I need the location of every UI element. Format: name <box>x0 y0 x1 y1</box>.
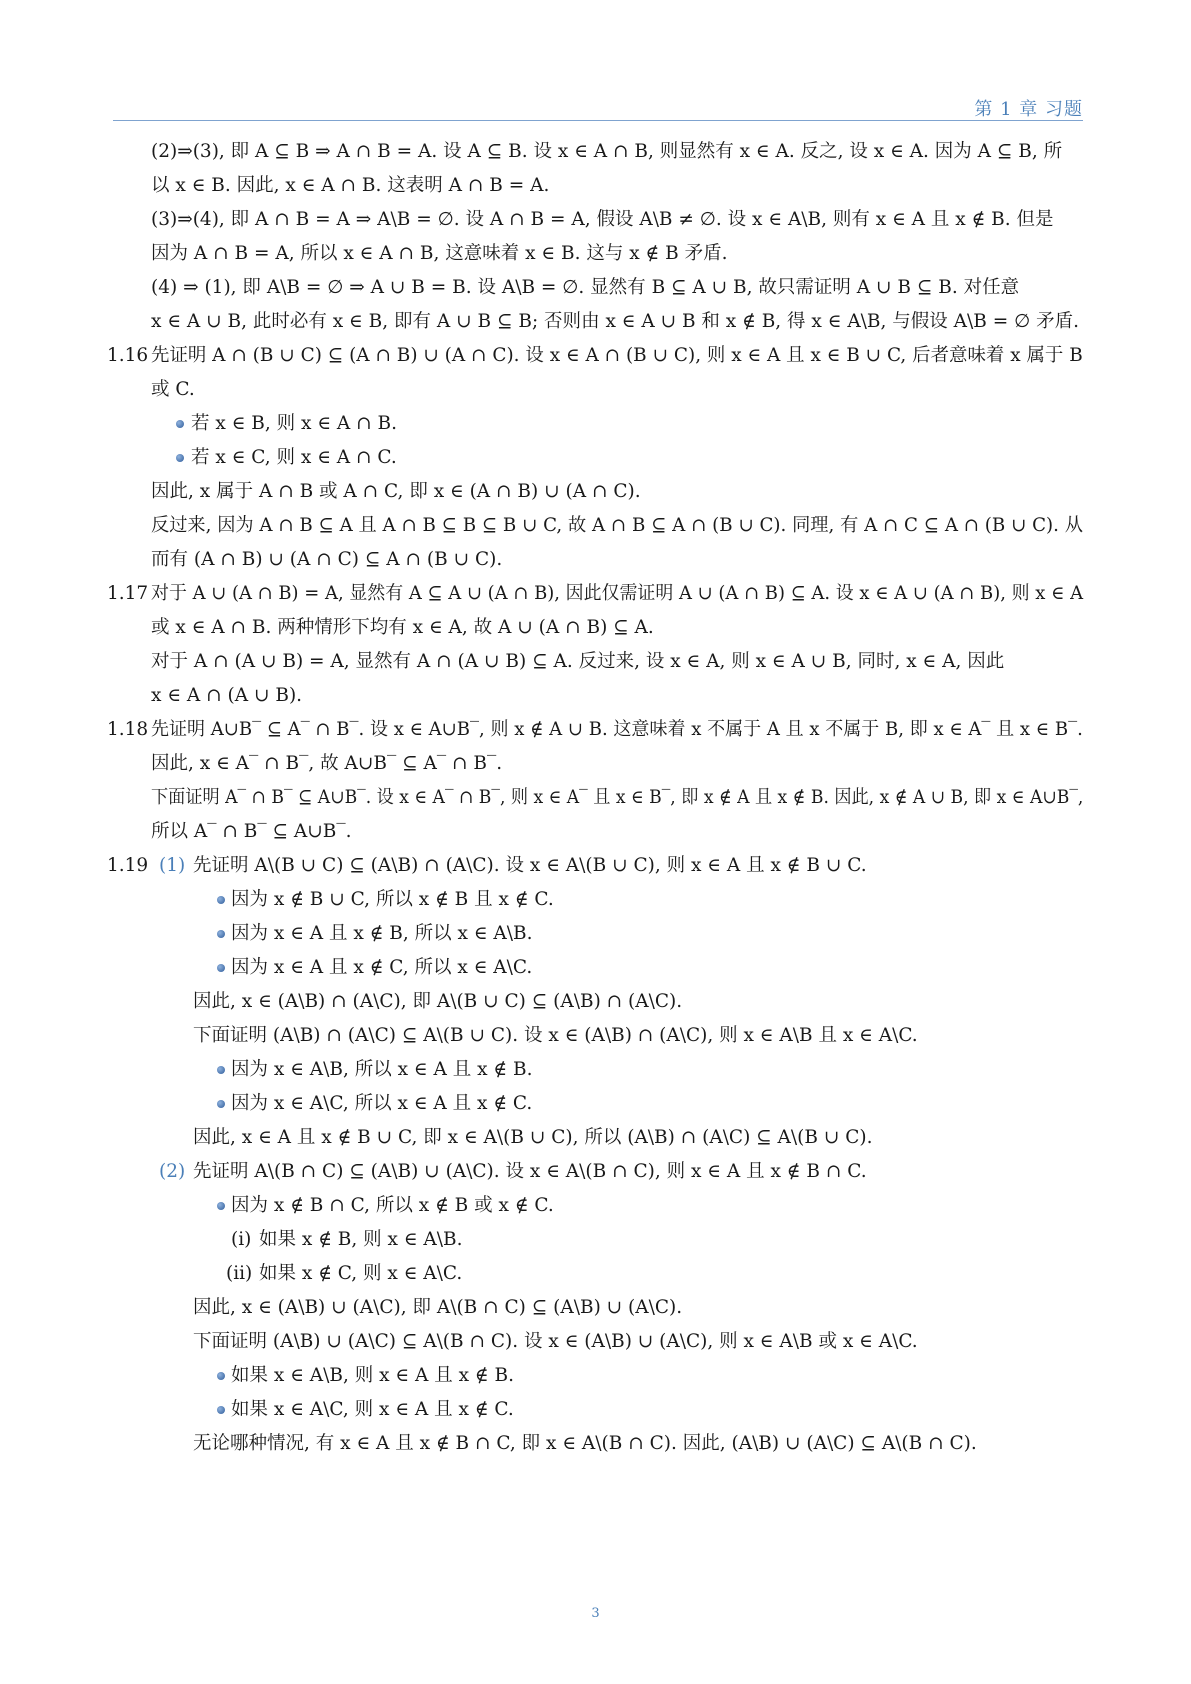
text-line: 而有 (A ∩ B) ∪ (A ∩ C) ⊆ A ∩ (B ∪ C). <box>151 549 503 570</box>
text-line: 因此, x ∈ (A\B) ∩ (A\C), 即 A\(B ∪ C) ⊆ (A\B) ∩ (A\C). <box>193 991 683 1012</box>
bullet-icon <box>217 1406 225 1414</box>
roman-label: (i) <box>231 1229 252 1250</box>
text-line: 因为 x ∈ A\B, 所以 x ∈ A 且 x ∉ B. <box>231 1059 533 1080</box>
exercise-number: 1.19 <box>107 855 149 876</box>
bullet-icon <box>217 930 225 938</box>
subpart-label: (2) <box>159 1161 186 1182</box>
text-line: x ∈ A ∪ B, 此时必有 x ∈ B, 即有 A ∪ B ⊆ B; 否则由 x ∈ A ∪ B 和 x ∉ B, 得 x ∈ A\B, 与假设 A\B = ∅ 矛盾. <box>151 311 1079 332</box>
roman-label: (ii) <box>226 1263 253 1284</box>
exercise-number: 1.18 <box>107 719 149 740</box>
text-line: (4) ⇒ (1), 即 A\B = ∅ ⇒ A ∪ B = B. 设 A\B = ∅. 显然有 B ⊆ A ∪ B, 故只需证明 A ∪ B ⊆ B. 对任意 <box>151 277 1020 298</box>
bullet-icon <box>176 454 184 462</box>
subpart-label: (1) <box>159 855 186 876</box>
text-line: 先证明 A\(B ∪ C) ⊆ (A\B) ∩ (A\C). 设 x ∈ A\(B ∪ C), 则 x ∈ A 且 x ∉ B ∪ C. <box>193 855 867 876</box>
text-line: 因此, x ∈ A‾ ∩ B‾, 故 A∪B‾ ⊆ A‾ ∩ B‾. <box>151 753 503 774</box>
exercise-number: 1.16 <box>107 345 149 366</box>
bullet-icon <box>217 896 225 904</box>
text-line: 如果 x ∈ A\C, 则 x ∈ A 且 x ∉ C. <box>231 1399 514 1420</box>
text-line: 若 x ∈ C, 则 x ∈ A ∩ C. <box>191 447 397 468</box>
bullet-icon <box>217 1372 225 1380</box>
text-line: 下面证明 (A\B) ∩ (A\C) ⊆ A\(B ∪ C). 设 x ∈ (A\B) ∩ (A\C), 则 x ∈ A\B 且 x ∈ A\C. <box>193 1025 918 1046</box>
text-line: 先证明 A\(B ∩ C) ⊆ (A\B) ∪ (A\C). 设 x ∈ A\(B ∩ C), 则 x ∈ A 且 x ∉ B ∩ C. <box>193 1161 867 1182</box>
text-line: 因为 x ∈ A 且 x ∉ C, 所以 x ∈ A\C. <box>231 957 533 978</box>
text-line: 因为 x ∉ B ∪ C, 所以 x ∉ B 且 x ∉ C. <box>231 889 554 910</box>
text-line: 所以 A‾ ∩ B‾ ⊆ A∪B‾. <box>151 821 352 842</box>
text-line: 先证明 A∪B‾ ⊆ A‾ ∩ B‾. 设 x ∈ A∪B‾, 则 x ∉ A ∪ B. 这意味着 x 不属于 A 且 x 不属于 B, 即 x ∈ A‾ 且 x ∈ B‾. <box>151 719 1083 740</box>
text-line: 反过来, 因为 A ∩ B ⊆ A 且 A ∩ B ⊆ B ⊆ B ∪ C, 故 A ∩ B ⊆ A ∩ (B ∪ C). 同理, 有 A ∩ C ⊆ A ∩ (B ∪ C). 从 <box>151 515 1083 536</box>
text-line: 因为 x ∉ B ∩ C, 所以 x ∉ B 或 x ∉ C. <box>231 1195 554 1216</box>
text-line: 无论哪种情况, 有 x ∈ A 且 x ∉ B ∩ C, 即 x ∈ A\(B ∩ C). 因此, (A\B) ∪ (A\C) ⊆ A\(B ∩ C). <box>193 1433 977 1454</box>
text-line: 下面证明 (A\B) ∪ (A\C) ⊆ A\(B ∩ C). 设 x ∈ (A\B) ∪ (A\C), 则 x ∈ A\B 或 x ∈ A\C. <box>193 1331 918 1352</box>
text-line: x ∈ A ∩ (A ∪ B). <box>151 685 303 706</box>
bullet-icon <box>217 1202 225 1210</box>
text-line: 因此, x 属于 A ∩ B 或 A ∩ C, 即 x ∈ (A ∩ B) ∪ (A ∩ C). <box>151 481 641 502</box>
text-line: 因为 A ∩ B = A, 所以 x ∈ A ∩ B, 这意味着 x ∈ B. 这与 x ∉ B 矛盾. <box>151 243 728 264</box>
text-line: 如果 x ∉ C, 则 x ∈ A\C. <box>259 1263 463 1284</box>
text-line: 如果 x ∈ A\B, 则 x ∈ A 且 x ∉ B. <box>231 1365 514 1386</box>
text-line: 或 x ∈ A ∩ B. 两种情形下均有 x ∈ A, 故 A ∪ (A ∩ B) ⊆ A. <box>151 617 654 638</box>
text-line: 先证明 A ∩ (B ∪ C) ⊆ (A ∩ B) ∪ (A ∩ C). 设 x ∈ A ∩ (B ∪ C), 则 x ∈ A 且 x ∈ B ∪ C, 后者意味着 x 属于 B <box>151 345 1083 366</box>
text-line: 因此, x ∈ (A\B) ∪ (A\C), 即 A\(B ∩ C) ⊆ (A\B) ∪ (A\C). <box>193 1297 683 1318</box>
bullet-icon <box>217 964 225 972</box>
text-line: (3)⇒(4), 即 A ∩ B = A ⇒ A\B = ∅. 设 A ∩ B = A, 假设 A\B ≠ ∅. 设 x ∈ A\B, 则有 x ∈ A 且 x ∉ B. 但是 <box>151 209 1054 230</box>
text-line: 以 x ∈ B. 因此, x ∈ A ∩ B. 这表明 A ∩ B = A. <box>151 175 550 196</box>
bullet-icon <box>217 1100 225 1108</box>
text-line: 下面证明 A‾ ∩ B‾ ⊆ A∪B‾. 设 x ∈ A‾ ∩ B‾, 则 x ∈ A‾ 且 x ∈ B‾, 即 x ∉ A 且 x ∉ B. 因此, x ∉ A ∪ B, 即 x ∈ A∪B‾, <box>151 787 1084 808</box>
text-line: 对于 A ∩ (A ∪ B) = A, 显然有 A ∩ (A ∪ B) ⊆ A. 反过来, 设 x ∈ A, 则 x ∈ A ∪ B, 同时, x ∈ A, 因此 <box>151 651 1005 672</box>
text-line: 如果 x ∉ B, 则 x ∈ A\B. <box>259 1229 463 1250</box>
running-header: 第 1 章 习题 <box>974 99 1083 120</box>
text-line: 或 C. <box>151 379 195 400</box>
exercise-number: 1.17 <box>107 583 149 604</box>
text-line: 因为 x ∈ A 且 x ∉ B, 所以 x ∈ A\B. <box>231 923 533 944</box>
bullet-icon <box>176 420 184 428</box>
text-line: 因此, x ∈ A 且 x ∉ B ∪ C, 即 x ∈ A\(B ∪ C), 所以 (A\B) ∩ (A\C) ⊆ A\(B ∪ C). <box>193 1127 873 1148</box>
text-line: 对于 A ∪ (A ∩ B) = A, 显然有 A ⊆ A ∪ (A ∩ B), 因此仅需证明 A ∪ (A ∩ B) ⊆ A. 设 x ∈ A ∪ (A ∩ B), 则 x ∈ A <box>151 583 1084 604</box>
header-rule <box>113 120 1083 121</box>
text-line: 若 x ∈ B, 则 x ∈ A ∩ B. <box>191 413 397 434</box>
text-line: 因为 x ∈ A\C, 所以 x ∈ A 且 x ∉ C. <box>231 1093 533 1114</box>
page-number: 3 <box>591 1606 600 1621</box>
text-line: (2)⇒(3), 即 A ⊆ B ⇒ A ∩ B = A. 设 A ⊆ B. 设 x ∈ A ∩ B, 则显然有 x ∈ A. 反之, 设 x ∈ A. 因为 A ⊆ B, 所 <box>151 141 1063 162</box>
bullet-icon <box>217 1066 225 1074</box>
